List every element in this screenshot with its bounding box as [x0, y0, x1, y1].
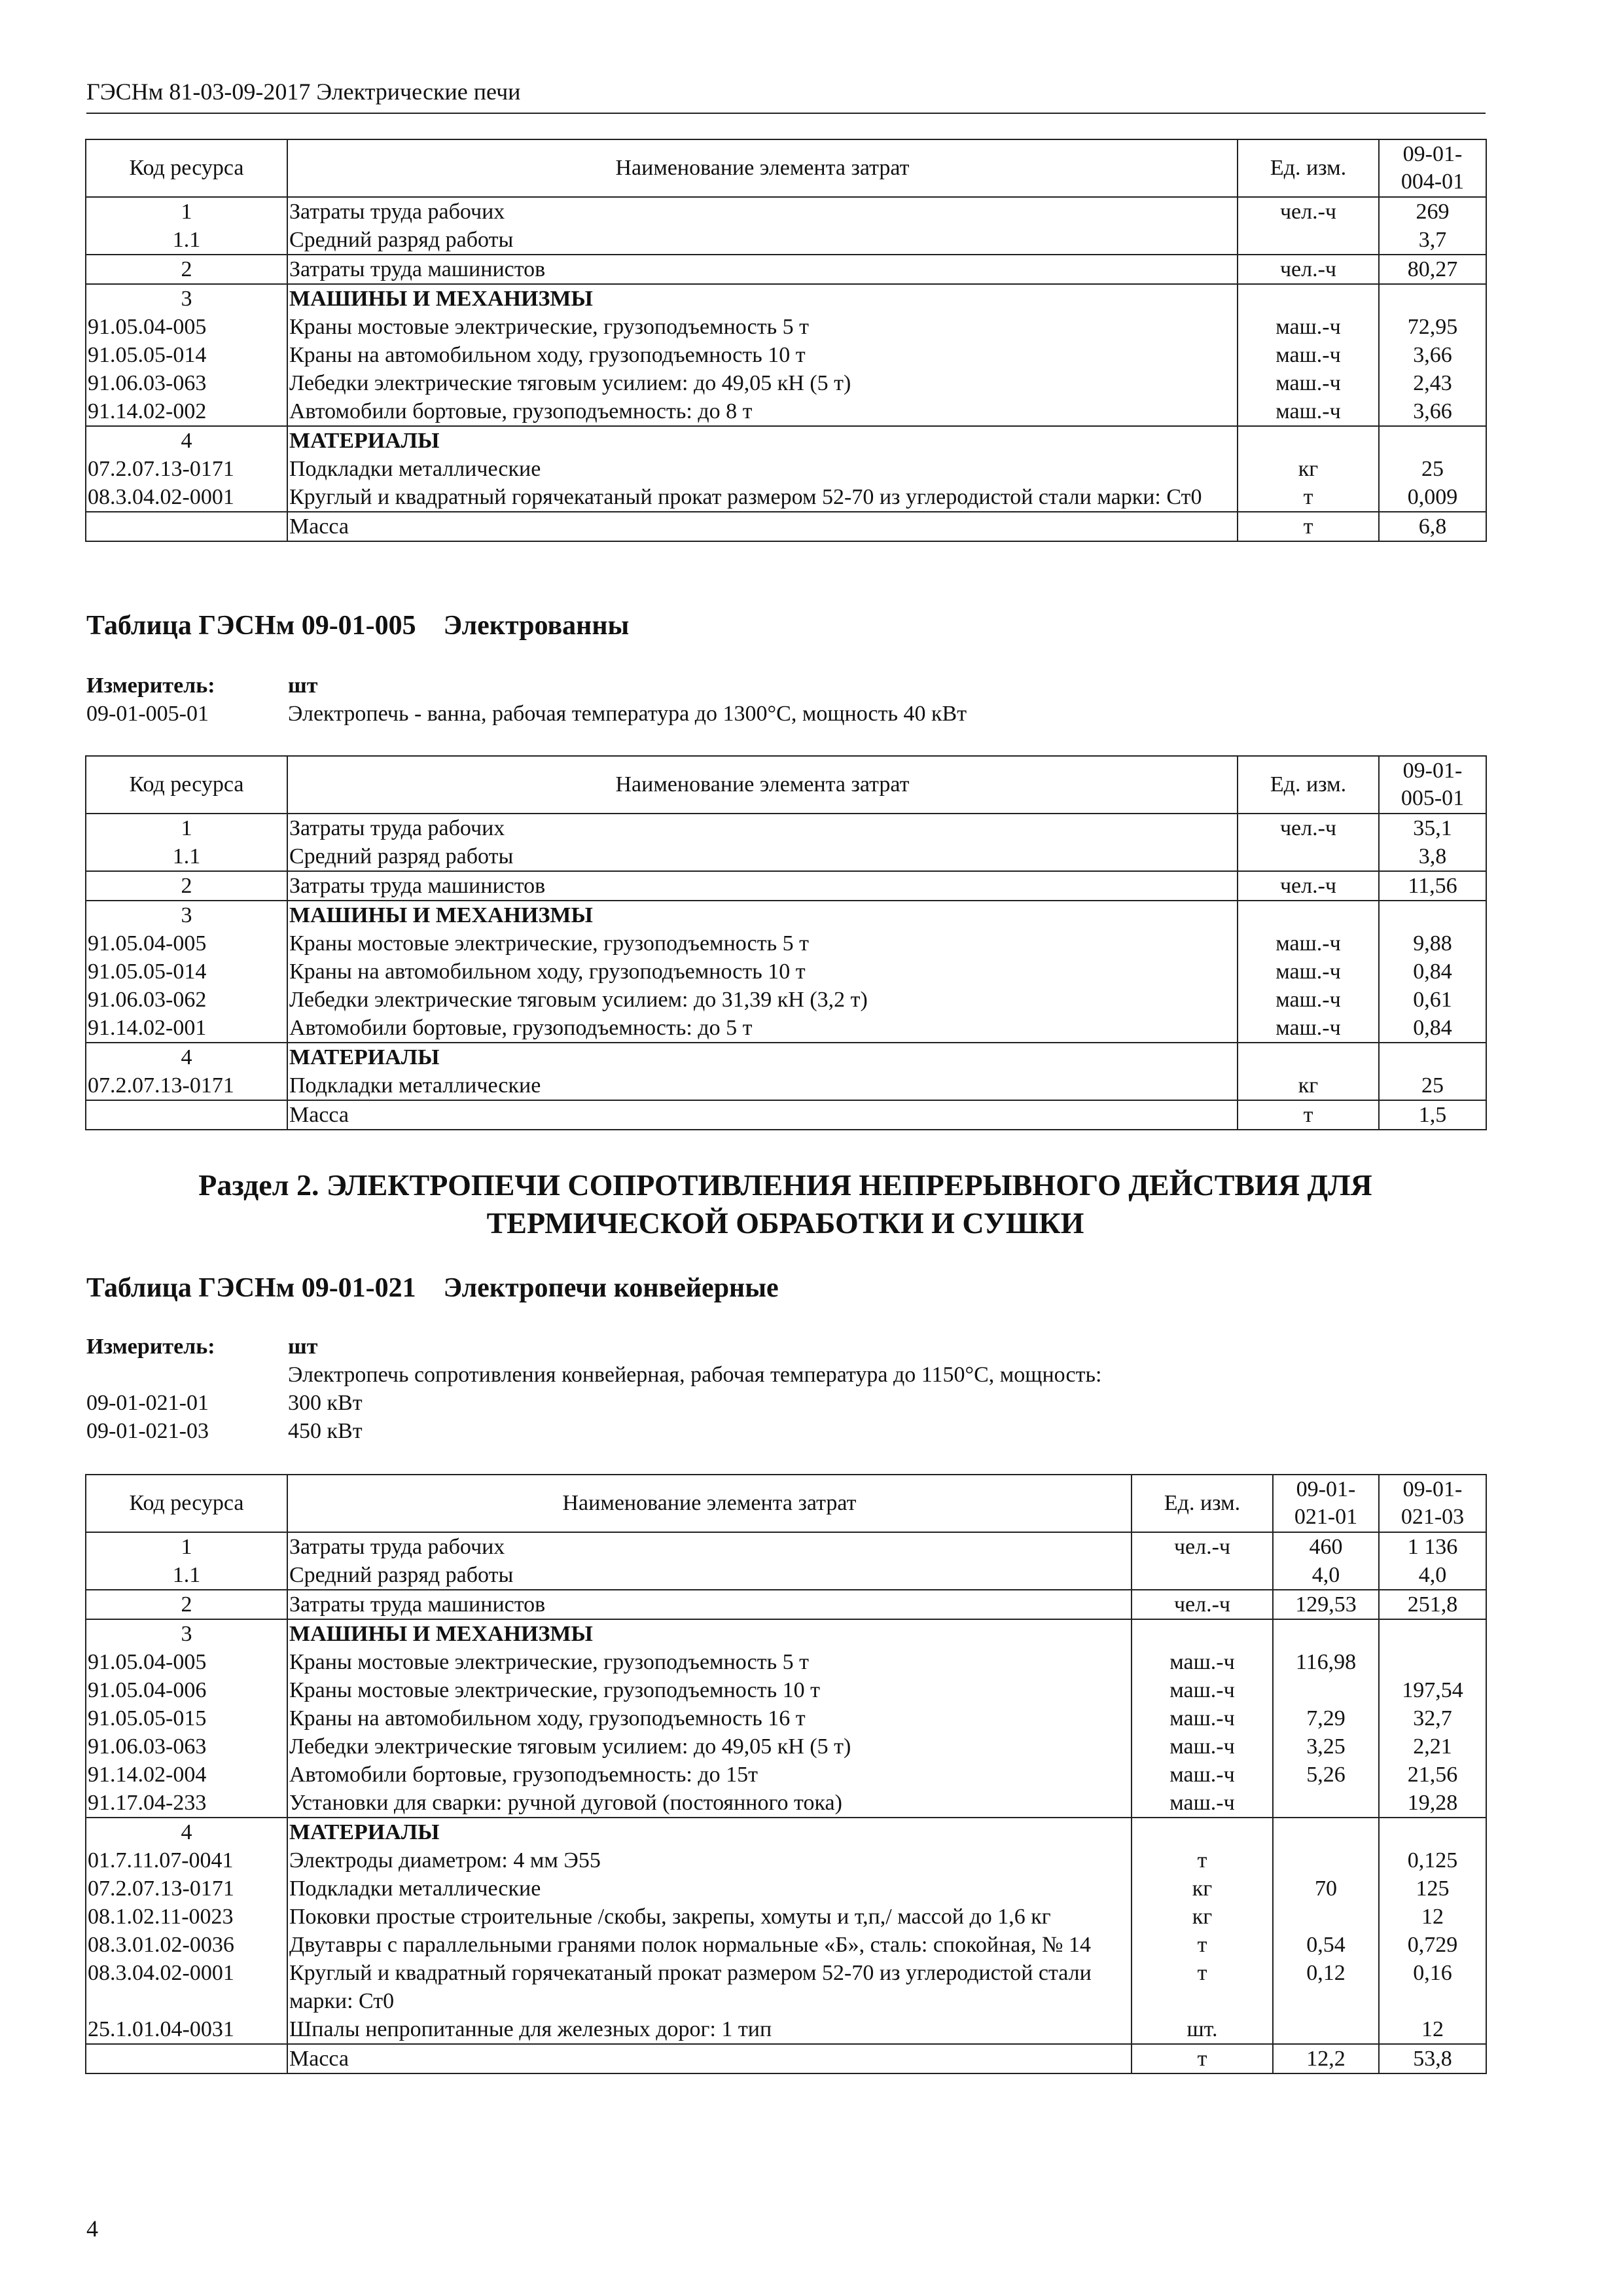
cell-code: 91.14.02-004 — [86, 1761, 287, 1789]
cell-code: 3 — [86, 284, 287, 313]
col-header-unit: Ед. изм. — [1132, 1475, 1273, 1532]
table-row — [86, 1043, 1486, 1071]
cell-value: 9,88 — [1379, 929, 1486, 958]
cell-code: 08.3.04.02-0001 — [86, 483, 287, 512]
cell-value: 0,54 — [1273, 1931, 1379, 1959]
cell-unit: маш.-ч — [1238, 341, 1379, 369]
cell-value: 19,28 — [1379, 1789, 1486, 1818]
cell-unit: т — [1238, 512, 1379, 541]
cell-name: Круглый и квадратный горячекатаный прокат размером 52-70 из углеродистой стали марки: Ст0 — [287, 1959, 1132, 2015]
cell-value: 3,8 — [1379, 842, 1486, 871]
cell-code: 08.3.01.02-0036 — [86, 1931, 287, 1959]
cell-name: МАШИНЫ И МЕХАНИЗМЫ — [287, 1619, 1132, 1648]
cell-name: Краны мостовые электрические, грузоподъемность 5 т — [287, 1648, 1132, 1676]
page-number: 4 — [86, 2215, 98, 2242]
cell-value — [1379, 1818, 1486, 1846]
cell-name: Установки для сварки: ручной дуговой (постоянного тока) — [287, 1789, 1132, 1818]
cell-code: 91.17.04-233 — [86, 1789, 287, 1818]
cell-value: 70 — [1273, 1874, 1379, 1903]
cell-unit — [1238, 284, 1379, 313]
cell-value: 4,0 — [1379, 1561, 1486, 1590]
cell-value: 4,0 — [1273, 1561, 1379, 1590]
cell-unit: чел.-ч — [1132, 1590, 1273, 1619]
cell-name: Масса — [287, 2044, 1132, 2073]
cell-value: 2,21 — [1379, 1732, 1486, 1761]
table-row — [86, 483, 1486, 512]
cell-unit: кг — [1132, 1874, 1273, 1903]
cell-code: 2 — [86, 871, 287, 901]
cell-value — [1379, 1648, 1486, 1676]
cell-name: Подкладки металлические — [287, 455, 1238, 483]
cell-code: 91.14.02-001 — [86, 1014, 287, 1043]
cell-unit — [1238, 426, 1379, 455]
cell-code: 07.2.07.13-0171 — [86, 1874, 287, 1903]
table-row-total — [86, 512, 1486, 541]
cell-value: 3,66 — [1379, 341, 1486, 369]
table-row — [86, 1732, 1486, 1761]
cell-code: 4 — [86, 1818, 287, 1846]
col-header-norm: 09-01- 004-01 — [1379, 139, 1486, 197]
cell-code: 25.1.01.04-0031 — [86, 2015, 287, 2044]
cell-unit: т — [1238, 483, 1379, 512]
table-row — [86, 1959, 1486, 2015]
cell-unit: маш.-ч — [1132, 1732, 1273, 1761]
cell-code — [86, 2044, 287, 2073]
cell-code: 91.05.04-005 — [86, 313, 287, 341]
cell-unit: кг — [1132, 1903, 1273, 1931]
col-header-norm-1: 09-01- 021-01 — [1273, 1475, 1379, 1532]
table-row — [86, 369, 1486, 397]
cell-unit: маш.-ч — [1132, 1761, 1273, 1789]
cell-unit: т — [1132, 1959, 1273, 2015]
cell-value: 25 — [1379, 1071, 1486, 1100]
cell-unit — [1238, 226, 1379, 255]
col-header-unit: Ед. изм. — [1238, 756, 1379, 814]
table-row — [86, 871, 1486, 901]
table-row — [86, 197, 1486, 226]
cell-value: 80,27 — [1379, 255, 1486, 284]
cell-unit: чел.-ч — [1132, 1532, 1273, 1561]
table-row — [86, 1561, 1486, 1590]
cell-code: 91.14.02-002 — [86, 397, 287, 426]
cell-name: МАШИНЫ И МЕХАНИЗМЫ — [287, 284, 1238, 313]
table-row — [86, 255, 1486, 284]
cell-code: 08.1.02.11-0023 — [86, 1903, 287, 1931]
cell-value — [1379, 284, 1486, 313]
cell-name: Электроды диаметром: 4 мм Э55 — [287, 1846, 1132, 1874]
cell-name: Затраты труда рабочих — [287, 814, 1238, 842]
cell-unit: шт. — [1132, 2015, 1273, 2044]
col-header-name: Наименование элемента затрат — [287, 1475, 1132, 1532]
cell-name: Средний разряд работы — [287, 842, 1238, 871]
table-row — [86, 1532, 1486, 1561]
cell-value: 12 — [1379, 1903, 1486, 1931]
table-row — [86, 1590, 1486, 1619]
cell-value: 3,66 — [1379, 397, 1486, 426]
cell-value: 11,56 — [1379, 871, 1486, 901]
table-title-09-01-005: Таблица ГЭСНм 09-01-005 Электрованны — [86, 611, 630, 641]
table-row — [86, 397, 1486, 426]
cell-value: 72,95 — [1379, 313, 1486, 341]
cell-value: 6,8 — [1379, 512, 1486, 541]
cell-value: 269 — [1379, 197, 1486, 226]
cell-unit: чел.-ч — [1238, 871, 1379, 901]
cell-name: Затраты труда рабочих — [287, 1532, 1132, 1561]
table-row — [86, 929, 1486, 958]
cell-unit: кг — [1238, 1071, 1379, 1100]
cell-code: 07.2.07.13-0171 — [86, 455, 287, 483]
table-row — [86, 341, 1486, 369]
cell-value: 1 136 — [1379, 1532, 1486, 1561]
cell-name: Автомобили бортовые, грузоподъемность: до 15т — [287, 1761, 1132, 1789]
col-header-unit: Ед. изм. — [1238, 139, 1379, 197]
col-header-code: Код ресурса — [86, 1475, 287, 1532]
cell-unit: т — [1132, 2044, 1273, 2073]
table-row — [86, 284, 1486, 313]
cell-value: 129,53 — [1273, 1590, 1379, 1619]
cell-name: Краны мостовые электрические, грузоподъемность 5 т — [287, 929, 1238, 958]
cell-name: МАШИНЫ И МЕХАНИЗМЫ — [287, 901, 1238, 929]
cell-code: 08.3.04.02-0001 — [86, 1959, 287, 2015]
table-row — [86, 426, 1486, 455]
cell-unit: маш.-ч — [1132, 1676, 1273, 1704]
cell-value: 25 — [1379, 455, 1486, 483]
cell-name: Подкладки металлические — [287, 1874, 1132, 1903]
cell-name: Краны на автомобильном ходу, грузоподъемность 10 т — [287, 958, 1238, 986]
cell-unit: маш.-ч — [1238, 929, 1379, 958]
cell-value: 1,5 — [1379, 1100, 1486, 1130]
cell-value — [1273, 1619, 1379, 1648]
cell-name: Автомобили бортовые, грузоподъемность: до 5 т — [287, 1014, 1238, 1043]
table-row — [86, 1619, 1486, 1648]
cell-value: 0,729 — [1379, 1931, 1486, 1959]
cell-name: Средний разряд работы — [287, 226, 1238, 255]
cell-unit: т — [1132, 1846, 1273, 1874]
table-row-total — [86, 2044, 1486, 2073]
cell-value: 0,16 — [1379, 1959, 1486, 2015]
cell-name: Лебедки электрические тяговым усилием: до 49,05 кН (5 т) — [287, 1732, 1132, 1761]
cell-name: Краны на автомобильном ходу, грузоподъемность 16 т — [287, 1704, 1132, 1732]
cell-name: Масса — [287, 512, 1238, 541]
cell-unit: маш.-ч — [1238, 369, 1379, 397]
cell-unit: маш.-ч — [1238, 1014, 1379, 1043]
cell-value — [1379, 426, 1486, 455]
table-row — [86, 1818, 1486, 1846]
cell-unit — [1238, 1043, 1379, 1071]
cell-value: 35,1 — [1379, 814, 1486, 842]
cell-unit: маш.-ч — [1238, 397, 1379, 426]
table-row — [86, 1676, 1486, 1704]
cell-value: 7,29 — [1273, 1704, 1379, 1732]
col-header-code: Код ресурса — [86, 756, 287, 814]
cell-code: 1.1 — [86, 842, 287, 871]
cell-unit: чел.-ч — [1238, 255, 1379, 284]
cell-value — [1379, 1619, 1486, 1648]
cell-unit — [1132, 1561, 1273, 1590]
cell-code: 91.05.05-015 — [86, 1704, 287, 1732]
cell-name: Поковки простые строительные /скобы, закрепы, хомуты и т,п,/ массой до 1,6 кг — [287, 1903, 1132, 1931]
cell-name: Затраты труда рабочих — [287, 197, 1238, 226]
cell-value: 12,2 — [1273, 2044, 1379, 2073]
table-row — [86, 1704, 1486, 1732]
cell-code: 91.05.04-005 — [86, 929, 287, 958]
cell-code: 4 — [86, 1043, 287, 1071]
cell-name: Круглый и квадратный горячекатаный прокат размером 52-70 из углеродистой стали марки: Ст0 — [287, 483, 1238, 512]
cell-value: 32,7 — [1379, 1704, 1486, 1732]
cell-value — [1273, 1903, 1379, 1931]
cell-code — [86, 1100, 287, 1130]
cell-value: 5,26 — [1273, 1761, 1379, 1789]
col-header-name: Наименование элемента затрат — [287, 756, 1238, 814]
table-row — [86, 2015, 1486, 2044]
measurer-block-09-01-005: Измеритель: шт 09-01-005-01 Электропечь - ванна, рабочая температура до 1300°С, мощность 40 кВт — [86, 673, 967, 726]
cell-code: 91.06.03-063 — [86, 1732, 287, 1761]
cell-code: 1.1 — [86, 1561, 287, 1590]
cell-value: 3,7 — [1379, 226, 1486, 255]
cell-unit: чел.-ч — [1238, 197, 1379, 226]
col-header-code: Код ресурса — [86, 139, 287, 197]
cell-value: 0,125 — [1379, 1846, 1486, 1874]
cell-value — [1273, 1789, 1379, 1818]
cell-code: 91.05.04-005 — [86, 1648, 287, 1676]
table-row — [86, 1789, 1486, 1818]
col-header-norm: 09-01- 005-01 — [1379, 756, 1486, 814]
cell-value: 12 — [1379, 2015, 1486, 2044]
cell-value — [1379, 901, 1486, 929]
table-row — [86, 455, 1486, 483]
section-heading: Раздел 2. ЭЛЕКТРОПЕЧИ СОПРОТИВЛЕНИЯ НЕПРЕРЫВНОГО ДЕЙСТВИЯ ДЛЯ ТЕРМИЧЕСКОЙ ОБРАБОТКИ И СУШКИ — [198, 1168, 1372, 1240]
cell-value — [1273, 1676, 1379, 1704]
cell-unit: маш.-ч — [1132, 1789, 1273, 1818]
cell-value — [1273, 2015, 1379, 2044]
table-row — [86, 1071, 1486, 1100]
cell-value — [1273, 1846, 1379, 1874]
resource-table-09-01-021 — [85, 1474, 1487, 2074]
cell-value: 0,84 — [1379, 1014, 1486, 1043]
cell-name: Шпалы непропитанные для железных дорог: 1 тип — [287, 2015, 1132, 2044]
cell-value — [1379, 1043, 1486, 1071]
cell-code: 01.7.11.07-0041 — [86, 1846, 287, 1874]
cell-code: 91.06.03-062 — [86, 986, 287, 1014]
cell-code: 1 — [86, 197, 287, 226]
cell-value: 2,43 — [1379, 369, 1486, 397]
cell-code: 1 — [86, 1532, 287, 1561]
cell-code: 91.05.05-014 — [86, 958, 287, 986]
cell-value: 0,84 — [1379, 958, 1486, 986]
cell-value: 0,12 — [1273, 1959, 1379, 2015]
table-row — [86, 986, 1486, 1014]
cell-code — [86, 512, 287, 541]
cell-name: МАТЕРИАЛЫ — [287, 1043, 1238, 1071]
cell-code: 2 — [86, 255, 287, 284]
cell-value: 125 — [1379, 1874, 1486, 1903]
cell-value: 21,56 — [1379, 1761, 1486, 1789]
cell-unit: т — [1238, 1100, 1379, 1130]
cell-name: Затраты труда машинистов — [287, 871, 1238, 901]
cell-code: 07.2.07.13-0171 — [86, 1071, 287, 1100]
cell-name: Масса — [287, 1100, 1238, 1130]
table-row — [86, 1648, 1486, 1676]
cell-unit: т — [1132, 1931, 1273, 1959]
cell-code: 3 — [86, 1619, 287, 1648]
cell-value: 197,54 — [1379, 1676, 1486, 1704]
table-row — [86, 842, 1486, 871]
cell-unit: маш.-ч — [1238, 958, 1379, 986]
cell-name: Краны мостовые электрические, грузоподъемность 10 т — [287, 1676, 1132, 1704]
cell-code: 2 — [86, 1590, 287, 1619]
cell-name: Подкладки металлические — [287, 1071, 1238, 1100]
table-row — [86, 814, 1486, 842]
cell-code: 1 — [86, 814, 287, 842]
cell-name: Средний разряд работы — [287, 1561, 1132, 1590]
resource-table-09-01-004 — [85, 139, 1487, 542]
table-row — [86, 226, 1486, 255]
measurer-block-09-01-021: Измеритель: шт Электропечь сопротивления конвейерная, рабочая температура до 1150°С, мощность: 09-01-021-01 300 кВт 09-01-021-03 450 кВт — [86, 1335, 1102, 1443]
cell-name: МАТЕРИАЛЫ — [287, 426, 1238, 455]
cell-unit — [1238, 842, 1379, 871]
resource-table-09-01-005 — [85, 755, 1487, 1130]
cell-name: Лебедки электрические тяговым усилием: до 49,05 кН (5 т) — [287, 369, 1238, 397]
cell-unit — [1132, 1818, 1273, 1846]
cell-value: 0,61 — [1379, 986, 1486, 1014]
cell-code: 91.05.04-006 — [86, 1676, 287, 1704]
cell-unit: маш.-ч — [1132, 1648, 1273, 1676]
table-row — [86, 1931, 1486, 1959]
table-row — [86, 1846, 1486, 1874]
table-row — [86, 1761, 1486, 1789]
table-title-09-01-021: Таблица ГЭСНм 09-01-021 Электропечи конвейерные — [86, 1273, 779, 1303]
cell-unit: маш.-ч — [1238, 986, 1379, 1014]
cell-name: Краны мостовые электрические, грузоподъемность 5 т — [287, 313, 1238, 341]
col-header-name: Наименование элемента затрат — [287, 139, 1238, 197]
table-row-total — [86, 1100, 1486, 1130]
cell-unit: маш.-ч — [1132, 1704, 1273, 1732]
cell-value: 460 — [1273, 1532, 1379, 1561]
cell-name: Затраты труда машинистов — [287, 1590, 1132, 1619]
table-row — [86, 901, 1486, 929]
cell-name: Затраты труда машинистов — [287, 255, 1238, 284]
running-header: ГЭСНм 81-03-09-2017 Электрические печи — [86, 76, 1486, 114]
cell-name: МАТЕРИАЛЫ — [287, 1818, 1132, 1846]
cell-name: Двутавры с параллельными гранями полок нормальные «Б», сталь: спокойная, № 14 — [287, 1931, 1132, 1959]
cell-value: 3,25 — [1273, 1732, 1379, 1761]
table-row — [86, 1874, 1486, 1903]
cell-value: 251,8 — [1379, 1590, 1486, 1619]
cell-name: Лебедки электрические тяговым усилием: до 31,39 кН (3,2 т) — [287, 986, 1238, 1014]
cell-unit: кг — [1238, 455, 1379, 483]
cell-name: Краны на автомобильном ходу, грузоподъемность 10 т — [287, 341, 1238, 369]
cell-code: 3 — [86, 901, 287, 929]
cell-value: 116,98 — [1273, 1648, 1379, 1676]
cell-unit: маш.-ч — [1238, 313, 1379, 341]
cell-value: 0,009 — [1379, 483, 1486, 512]
cell-name: Автомобили бортовые, грузоподъемность: до 8 т — [287, 397, 1238, 426]
cell-code: 1.1 — [86, 226, 287, 255]
table-row — [86, 1903, 1486, 1931]
cell-code: 91.06.03-063 — [86, 369, 287, 397]
table-row — [86, 1014, 1486, 1043]
table-row — [86, 313, 1486, 341]
table-row — [86, 958, 1486, 986]
cell-unit: чел.-ч — [1238, 814, 1379, 842]
cell-value: 53,8 — [1379, 2044, 1486, 2073]
cell-value — [1273, 1818, 1379, 1846]
cell-code: 91.05.05-014 — [86, 341, 287, 369]
cell-unit — [1238, 901, 1379, 929]
cell-code: 4 — [86, 426, 287, 455]
cell-unit — [1132, 1619, 1273, 1648]
col-header-norm-2: 09-01- 021-03 — [1379, 1475, 1486, 1532]
